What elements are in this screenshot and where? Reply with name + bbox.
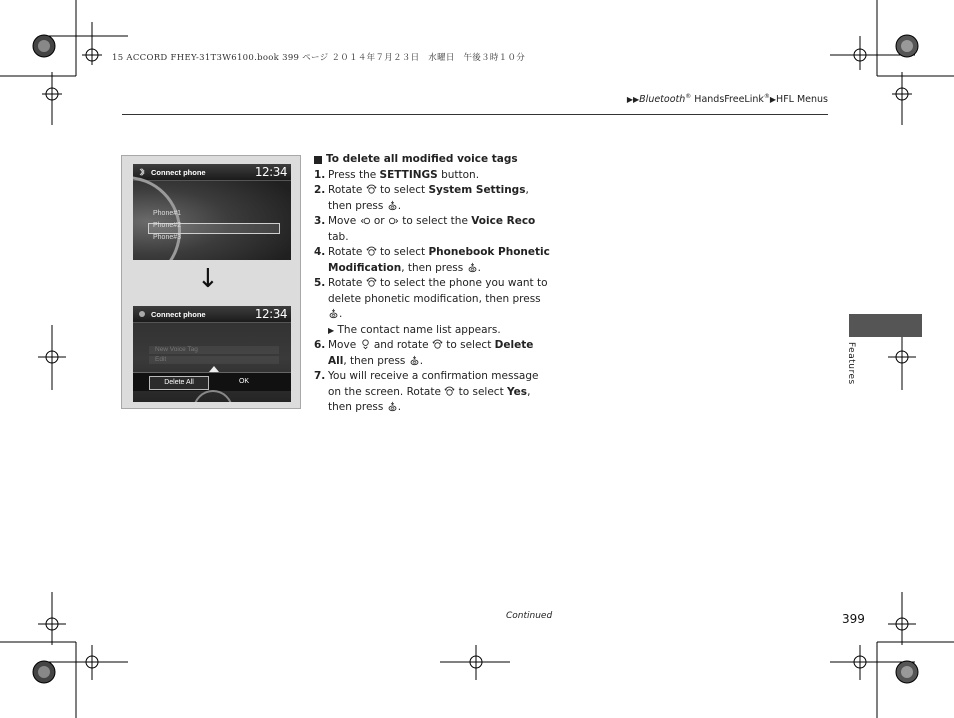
instruction-steps — [314, 152, 554, 416]
screen-clock: 12:34 — [254, 165, 287, 179]
screen-title-bar — [133, 306, 291, 323]
interface-dial-rotate-icon — [366, 184, 377, 195]
screenshot-panel — [121, 155, 301, 409]
interface-dial-press-icon — [387, 200, 398, 211]
step-2: 2. Rotate to select System Settings, then press . — [314, 184, 529, 212]
step-1: 1. Press the SETTINGS button. — [314, 168, 480, 181]
screen-delete-all-dialog — [133, 306, 291, 402]
breadcrumb — [627, 93, 828, 105]
step-7: 7. You will receive a confirmation message on the screen. Rotate to select Yes, then press . — [314, 370, 539, 413]
dial-knob — [193, 390, 233, 402]
breadcrumb-arrow-icon: ▶ — [769, 95, 777, 105]
phone-icon — [138, 310, 146, 318]
breadcrumb-hfl-menus: HFL Menus — [776, 94, 828, 106]
interface-dial-press-icon — [387, 401, 398, 412]
step-5-note: ▶ The contact name list appears. — [328, 323, 501, 336]
dim-menu-row: Edit — [149, 356, 279, 364]
bluetooth-phone-icon — [138, 168, 146, 176]
continued-label: Continued — [506, 611, 553, 621]
breadcrumb-arrow-icon: ▶▶ — [626, 95, 640, 105]
interface-dial-move-left-icon — [360, 215, 371, 226]
delete-all-button[interactable]: Delete All — [149, 376, 209, 390]
screen-clock: 12:34 — [254, 307, 287, 321]
step-5: 5. Rotate to select the phone you want to delete phonetic modification, then press . — [314, 277, 548, 320]
step-4: 4. Rotate to select Phonebook Phonetic Modification, then press . — [314, 246, 550, 274]
step-6: 6. Move and rotate to select Delete All, then press . — [314, 339, 534, 367]
interface-dial-rotate-icon — [366, 277, 377, 288]
section-tab-label: Features — [846, 342, 856, 385]
dim-menu-row: New Voice Tag — [149, 346, 279, 354]
interface-dial-move-right-icon — [388, 215, 399, 226]
page-number: 399 — [842, 612, 865, 626]
section-tab-marker — [849, 314, 922, 337]
screen-connect-phone-list — [133, 164, 291, 260]
interface-dial-rotate-icon — [366, 246, 377, 257]
interface-dial-press-icon — [409, 355, 420, 366]
screen-title-bar — [133, 164, 291, 181]
interface-dial-move-down-icon — [360, 339, 371, 350]
file-header-meta: 15 ACCORD FHEY-31T3W6100.book 399 ページ ２０１４年７月２３日 水曜日 午後３時１０分 — [112, 53, 526, 63]
interface-dial-press-icon — [328, 308, 339, 319]
dial-arc — [133, 176, 181, 260]
breadcrumb-reg-mark: ® — [685, 93, 692, 100]
header-rule — [122, 114, 828, 115]
breadcrumb-reg-mark-2: ® — [763, 93, 770, 100]
interface-dial-rotate-icon — [444, 386, 455, 397]
interface-dial-press-icon — [467, 262, 478, 273]
phone-item-1[interactable]: Phone#1 — [153, 210, 182, 217]
note-arrow-icon: ▶ — [328, 325, 335, 335]
breadcrumb-handsfreelink: HandsFreeLink — [691, 94, 764, 106]
section-heading: To delete all modified voice tags — [314, 152, 554, 168]
screen-title: Connect phone — [151, 310, 206, 319]
down-arrow-icon: ↓ — [197, 264, 219, 294]
phone-item-3[interactable]: Phone#3 — [153, 234, 182, 241]
breadcrumb-bluetooth: Bluetooth — [639, 94, 686, 106]
heading-square-icon — [314, 156, 322, 164]
interface-dial-rotate-icon — [432, 339, 443, 350]
phone-item-2[interactable]: Phone#2 — [153, 222, 182, 229]
screen-title: Connect phone — [151, 168, 206, 177]
ok-button[interactable]: OK — [238, 378, 250, 385]
step-3: 3. Move or to select the Voice Reco tab. — [314, 215, 536, 243]
